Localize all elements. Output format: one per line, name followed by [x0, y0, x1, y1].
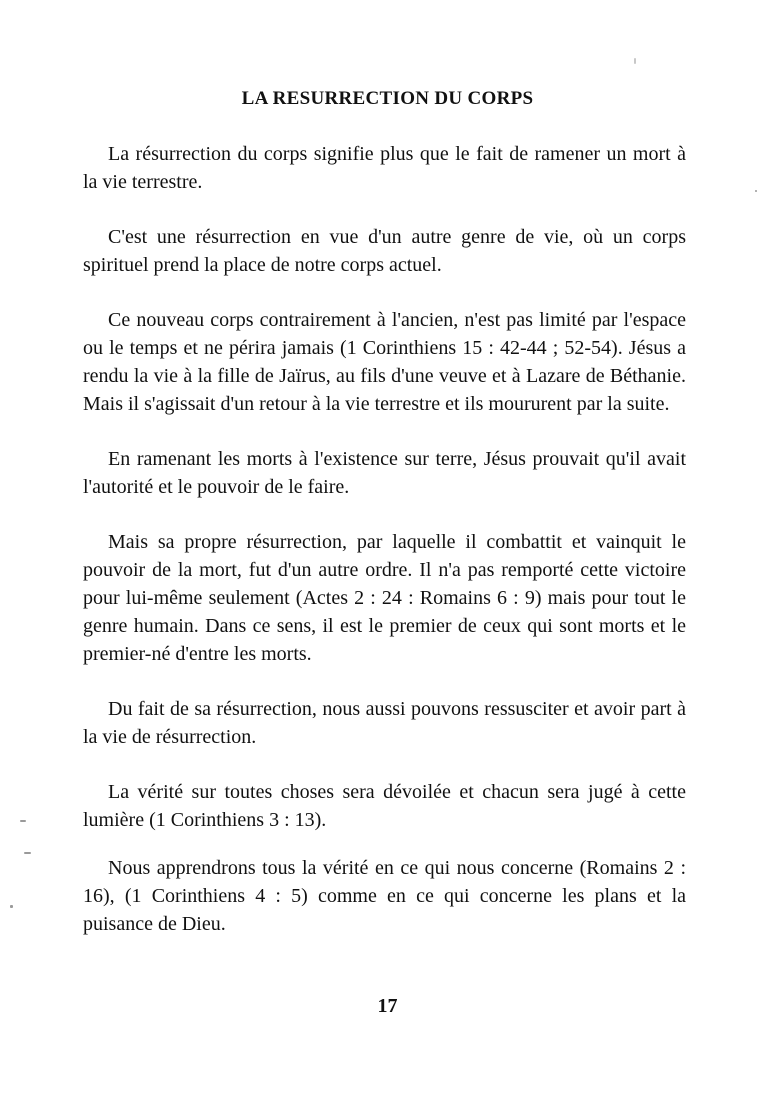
scan-speck — [10, 905, 13, 908]
scan-speck — [24, 852, 31, 854]
paragraph-7: La vérité sur toutes choses sera dévoilée et chacun sera jugé à cette lumière (1 Corinthiens 3 : 13). — [83, 781, 686, 831]
body-text — [83, 140, 686, 965]
paragraph-1: La résurrection du corps signifie plus que le fait de ramener un mort à la vie terrestre. — [83, 143, 686, 193]
page-number: 17 — [377, 995, 398, 1017]
paragraph-3: Ce nouveau corps contrairement à l'ancien, n'est pas limité par l'espace ou le temps et ne périra jamais (1 Corinthiens 15 : 42-44 ; 52-54). Jésus a rendu la vie à la fille de Jaïrus, au fils d'une veuve et à Lazare de Béthanie. Mais il s'agissait d'un retour à la vie terrestre et ils moururent par la suite. — [83, 309, 686, 415]
page-title: LA RESURRECTION DU CORPS — [241, 88, 534, 109]
scan-speck — [755, 190, 757, 192]
paragraph-5: Mais sa propre résurrection, par laquelle il combattit et vainquit le pouvoir de la mort, fut d'un autre ordre. Il n'a pas remporté cette victoire pour lui-même seulement (Actes 2 : 24 : Romains 6 : 9) mais pour tout le genre humain. Dans ce sens, il est le premier de ceux qui sont morts et le premier-né d'entre les morts. — [83, 531, 686, 665]
scan-speck — [20, 820, 26, 822]
paragraph-4: En ramenant les morts à l'existence sur terre, Jésus prouvait qu'il avait l'autorité et le pouvoir de le faire. — [83, 448, 686, 498]
paragraph-2: C'est une résurrection en vue d'un autre genre de vie, où un corps spirituel prend la place de notre corps actuel. — [83, 226, 686, 276]
paragraph-6: Du fait de sa résurrection, nous aussi pouvons ressusciter et avoir part à la vie de résurrection. — [83, 698, 686, 748]
paragraph-8: Nous apprendrons tous la vérité en ce qui nous concerne (Romains 2 : 16), (1 Corinthiens 4 : 5) comme en ce qui concerne les plans et la puisance de Dieu. — [83, 857, 686, 935]
scan-speck — [634, 58, 636, 64]
